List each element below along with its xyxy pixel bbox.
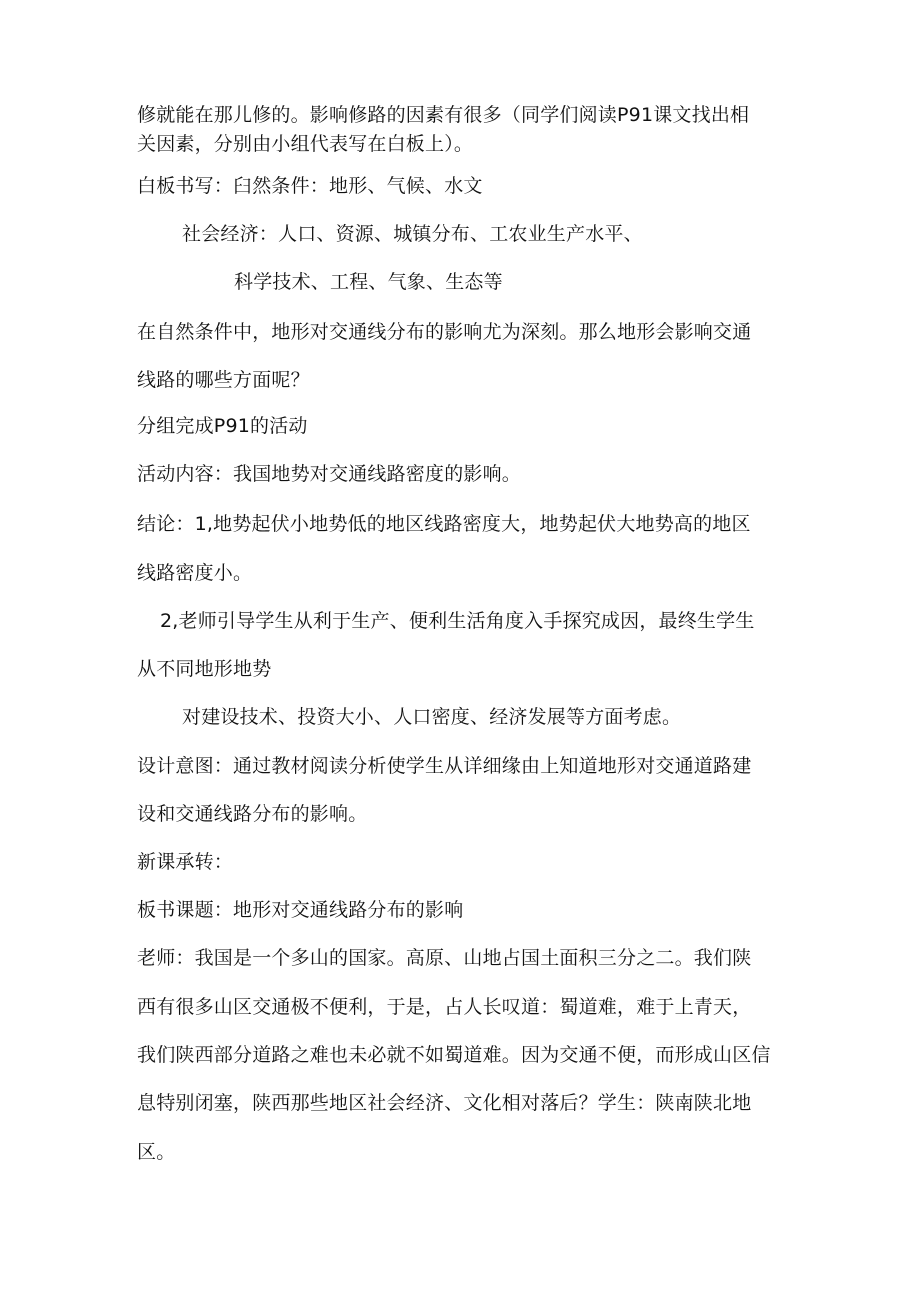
text-line-10: 结论：1,地势起伏小地势低的地区线路密度大，地势起伏大地势高的地区 [137,513,751,535]
text-line-14: 对建设技术、投资大小、人口密度、经济发展等方面考虑。 [182,706,682,728]
text-line-16: 设和交通线路分布的影响。 [137,803,368,825]
text-line-22: 息特别闭塞，陕西那些地区社会经济、文化相对落后？学生：陕南陕北地 [137,1092,752,1114]
text-line-7: 线路的哪些方面呢？ [137,369,310,391]
text-line-21: 我们陕西部分道路之难也未必就不如蜀道难。因为交通不便，而形成山区信 [137,1044,771,1066]
text-line-8: 分组完成P91的活动 [137,415,308,437]
text-line-6: 在自然条件中，地形对交通线分布的影响尤为深刻。那么地形会影响交通 [137,321,752,343]
text-line-19: 老师：我国是一个多山的国家。高原、山地占国土面积三分之二。我们陕 [137,947,752,969]
text-line-5: 科学技术、工程、气象、生态等 [234,271,503,293]
text-line-2: 关因素，分别由小组代表写在白板上）。 [137,133,474,155]
text-line-4: 社会经济：人口、资源、城镇分布、工农业生产水平、 [182,223,643,245]
text-line-11: 线路密度小。 [137,562,253,584]
text-line-9: 活动内容：我国地势对交通线路密度的影响。 [137,463,522,485]
text-line-20: 西有很多山区交通极不便利，于是，占人长叹道：蜀道难，难于上青天， [137,996,752,1018]
text-line-18: 板书课题：地形对交通线路分布的影响 [137,899,464,921]
text-line-15: 设计意图：通过教材阅读分析使学生从详细缘由上知道地形对交通道路建 [137,755,752,777]
text-line-23: 区。 [137,1141,176,1163]
text-line-3: 白板书写：臼然条件：地形、气候、水文 [137,175,483,197]
text-line-12: 2,老师引导学生从利于生产、便利生活角度入手探究成因，最终生学生 [160,610,755,632]
text-line-1: 修就能在那儿修的。影响修路的因素有很多（同学们阅读P91课文找出相 [137,104,750,126]
text-line-17: 新课承转： [137,851,234,873]
text-line-13: 从不同地形地势 [137,658,272,680]
